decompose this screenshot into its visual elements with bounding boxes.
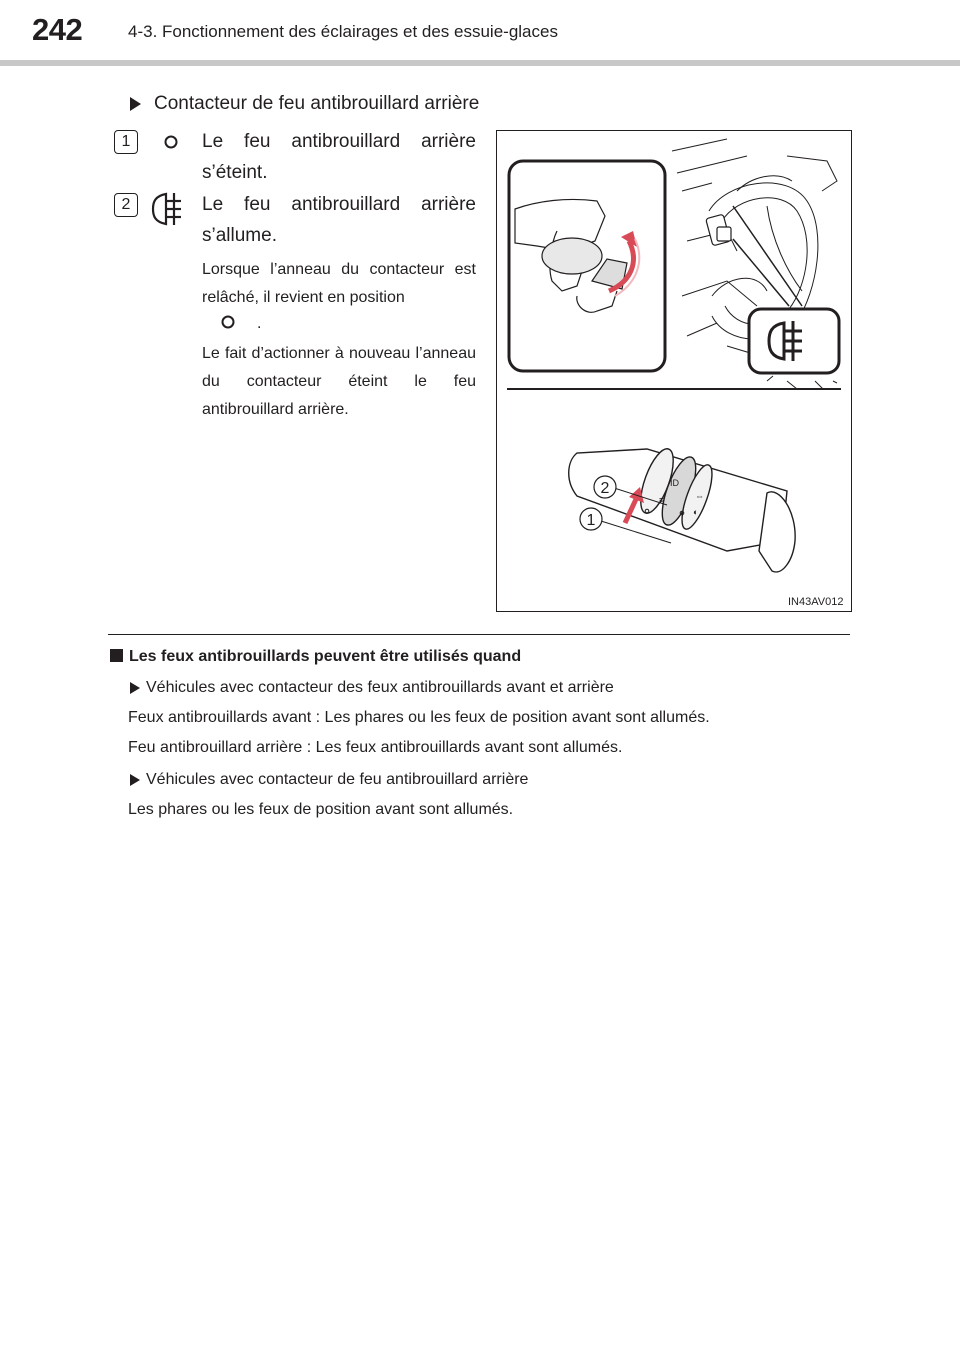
case-a-front: Feux antibrouillards avant : Les phares ou les feux de position avant sont allumés. xyxy=(128,709,710,726)
release-note: Lorsque l’anneau du contacteur est relâché, il revient en position xyxy=(202,261,476,306)
case-a-label: Véhicules avec contacteur des feux antibrouillards avant et arrière xyxy=(146,679,614,696)
svg-text:◐: ◐ xyxy=(693,507,699,517)
svg-text:⇔: ⇔ xyxy=(695,491,704,501)
section-title: 4-3. Fonctionnement des éclairages et des essuie-glaces xyxy=(128,22,558,41)
item-2-text: Le feu antibrouillard arrière s’allume. xyxy=(202,194,476,246)
svg-text:≢: ≢ xyxy=(659,495,668,505)
svg-text:ID: ID xyxy=(670,478,679,488)
figure-code: IN43AV012 xyxy=(788,596,844,608)
illustration-frame xyxy=(496,130,852,612)
triangle-bullet-icon xyxy=(130,682,140,694)
item-number-badge: 2 xyxy=(114,193,138,217)
item-1-text: Le feu antibrouillard arrière s’éteint. xyxy=(202,131,476,183)
page-number: 242 xyxy=(32,12,83,47)
toggle-note: Le fait d’actionner à nouveau l’anneau du contacteur éteint le feu antibrouillard arrière. xyxy=(202,345,476,418)
case-a-rear: Feu antibrouillard arrière : Les feux antibrouillards avant sont allumés. xyxy=(128,739,623,756)
case-a-heading xyxy=(130,679,614,697)
info-heading-text: Les feux antibrouillards peuvent être utilisés quand xyxy=(129,648,522,665)
circle-off-icon xyxy=(219,313,237,331)
release-note-end: . xyxy=(257,315,262,332)
case-b-label: Véhicules avec contacteur de feu antibrouillard arrière xyxy=(146,771,529,788)
triangle-bullet-icon xyxy=(130,97,141,111)
rear-fog-light-icon xyxy=(150,190,194,228)
section-divider xyxy=(108,634,850,635)
triangle-bullet-icon xyxy=(130,774,140,786)
info-heading xyxy=(110,648,521,666)
subsection-heading xyxy=(130,93,479,115)
subsection-title: Contacteur de feu antibrouillard arrière xyxy=(154,93,480,114)
item-number-badge: 1 xyxy=(114,130,138,154)
square-bullet-icon xyxy=(110,649,123,662)
header-divider xyxy=(0,60,960,66)
callout-2-label: 2 xyxy=(600,480,610,497)
circle-off-icon xyxy=(162,133,180,151)
case-b-heading xyxy=(130,771,528,789)
switch-illustration xyxy=(497,131,851,611)
callout-1-label: 1 xyxy=(586,512,596,529)
case-b-text: Les phares ou les feux de position avant sont allumés. xyxy=(128,801,514,818)
